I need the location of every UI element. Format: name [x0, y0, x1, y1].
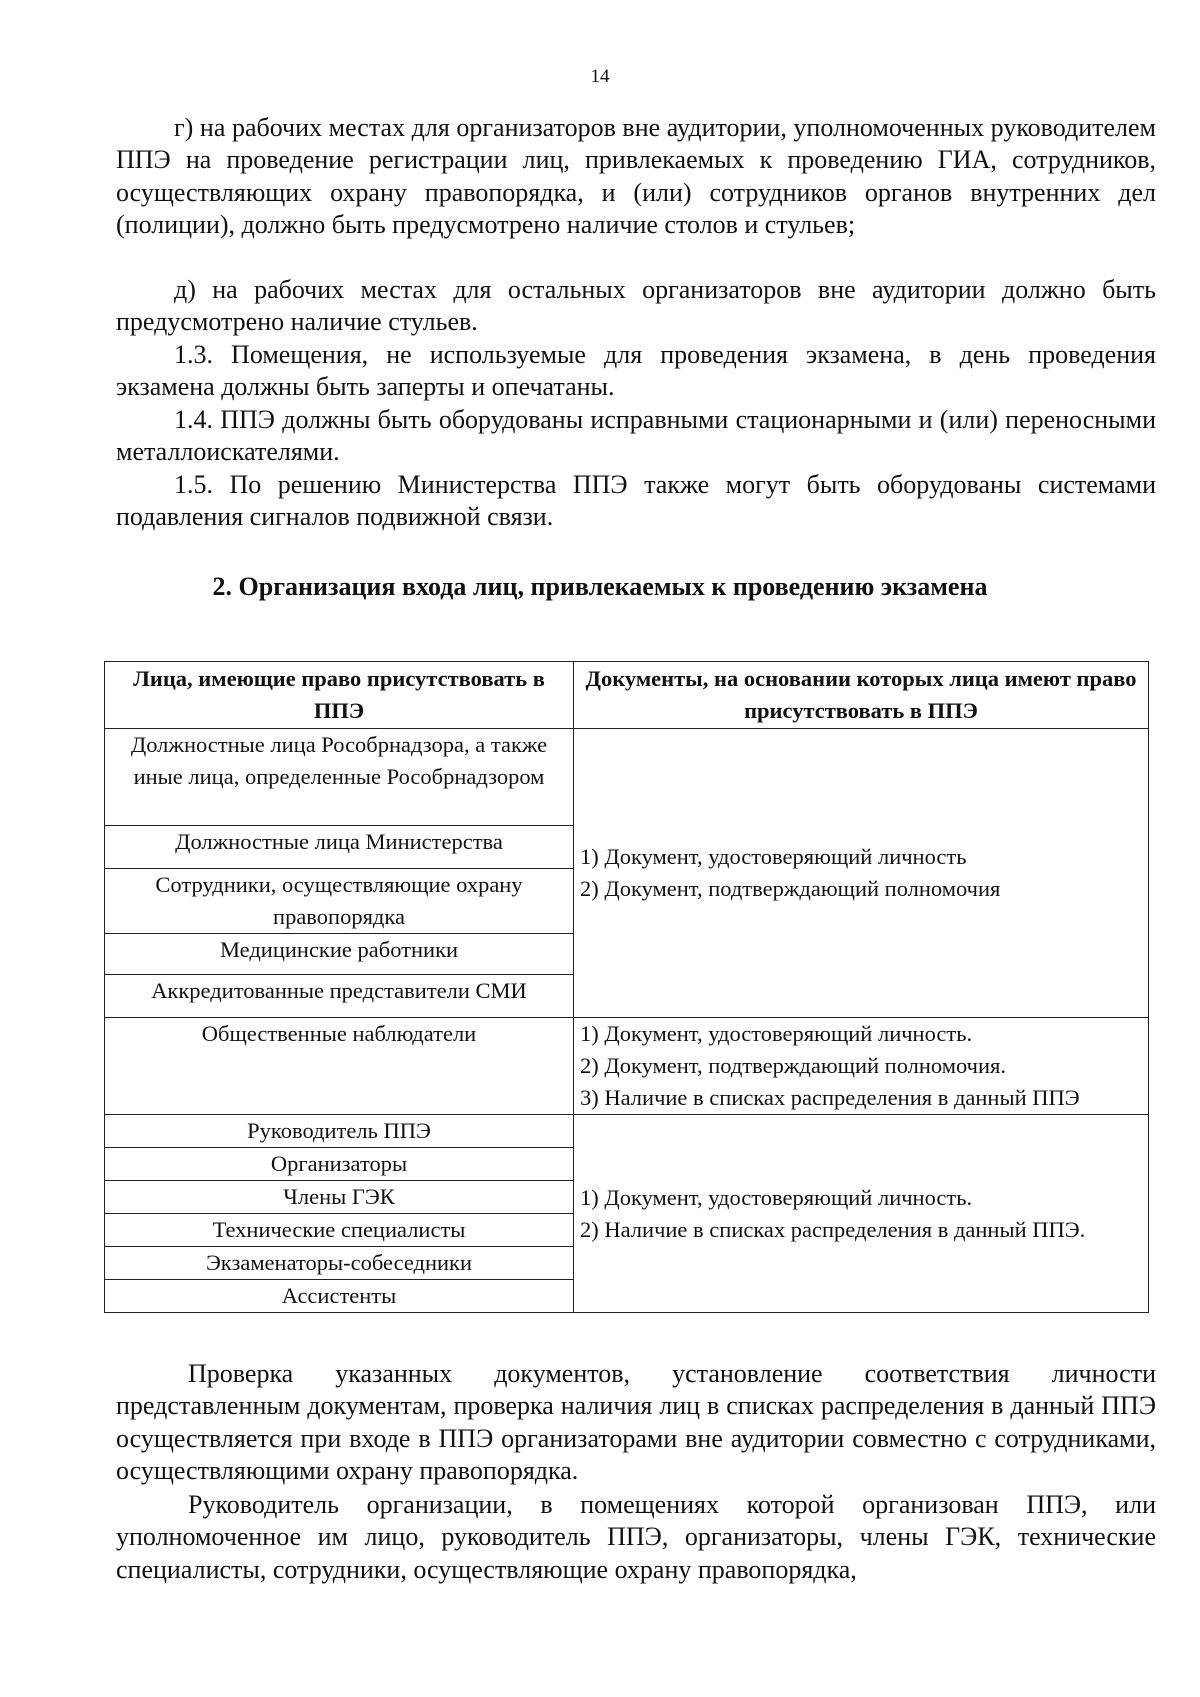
document-item: 2) Документ, подтверждающий полномочия.: [580, 1053, 1006, 1078]
table-row: [105, 1115, 1149, 1148]
page-number: 14: [590, 66, 610, 87]
paragraph-g: г) на рабочих местах для организаторов вне аудитории, уполномоченных руководителем ППЭ на проведение регистрации лиц, привлекаемых к проведению ГИА, сотрудников, осуществляющих охрану правопорядка, и (или) сотрудников органов внутренних дел (полиции), должно быть предусмотрено наличие столов и стульев;: [116, 113, 1156, 240]
documents-cell: [574, 1115, 1149, 1313]
role-cell: Общественные наблюдатели: [105, 1018, 574, 1115]
document-item: 1) Документ, удостоверяющий личность: [580, 844, 967, 869]
paragraph-1-4: 1.4. ППЭ должны быть оборудованы исправными стационарными и (или) переносными металлоискателями.: [116, 405, 1156, 467]
role-cell: Аккредитованные представители СМИ: [105, 975, 574, 1018]
role-cell: Организаторы: [105, 1148, 574, 1181]
role-cell: Члены ГЭК: [105, 1181, 574, 1214]
entry-documents-table: [104, 661, 1149, 1313]
paragraph-verification: Проверка указанных документов, установление соответствия личности представленным документам, проверка наличия лиц в списках распределения в данный ППЭ осуществляется при входе в ППЭ организаторами вне аудитории совместно с сотрудниками, осуществляющими охрану правопорядка.: [116, 1359, 1156, 1486]
documents-cell: [574, 729, 1149, 1018]
role-cell: Должностные лица Рособрнадзора, а также иные лица, определенные Рособрнадзором: [105, 729, 574, 826]
role-cell: Медицинские работники: [105, 934, 574, 975]
section-heading: 2. Организация входа лиц, привлекаемых к проведению экзамена: [212, 572, 988, 601]
document-item: 3) Наличие в списках распределения в данный ППЭ: [580, 1085, 1080, 1110]
role-cell: Руководитель ППЭ: [105, 1115, 574, 1148]
role-cell: Сотрудники, осуществляющие охрану правопорядка: [105, 869, 574, 934]
document-item: 1) Документ, удостоверяющий личность.: [580, 1184, 973, 1210]
role-cell: Технические специалисты: [105, 1214, 574, 1247]
header-documents: Документы, на основании которых лица имеют право присутствовать в ППЭ: [574, 662, 1149, 729]
paragraph-d: д) на рабочих местах для остальных организаторов вне аудитории должно быть предусмотрено наличие стульев.: [116, 275, 1156, 337]
table-row: [105, 729, 1149, 826]
document-item: 2) Наличие в списках распределения в данный ППЭ.: [580, 1216, 1086, 1242]
role-cell: Экзаменаторы-собеседники: [105, 1247, 574, 1280]
document-item: 2) Документ, подтверждающий полномочия: [580, 876, 1001, 901]
document-item: 1) Документ, удостоверяющий личность.: [580, 1021, 973, 1046]
role-cell: Должностные лица Министерства: [105, 826, 574, 869]
documents-cell: [574, 1018, 1149, 1115]
paragraph-1-5: 1.5. По решению Министерства ППЭ также могут быть оборудованы системами подавления сигналов подвижной связи.: [116, 470, 1156, 532]
paragraph-1-3: 1.3. Помещения, не используемые для проведения экзамена, в день проведения экзамена должны быть заперты и опечатаны.: [116, 340, 1156, 402]
role-cell: Ассистенты: [105, 1280, 574, 1313]
header-persons: Лица, имеющие право присутствовать в ППЭ: [105, 662, 574, 729]
paragraph-head-of-organization: Руководитель организации, в помещениях которой организован ППЭ, или уполномоченное им лицо, руководитель ППЭ, организаторы, члены ГЭК, технические специалисты, сотрудники, осуществляющие охрану правопорядка,: [116, 1490, 1156, 1584]
table-row: [105, 1018, 1149, 1115]
table-header-row: [105, 662, 1149, 729]
